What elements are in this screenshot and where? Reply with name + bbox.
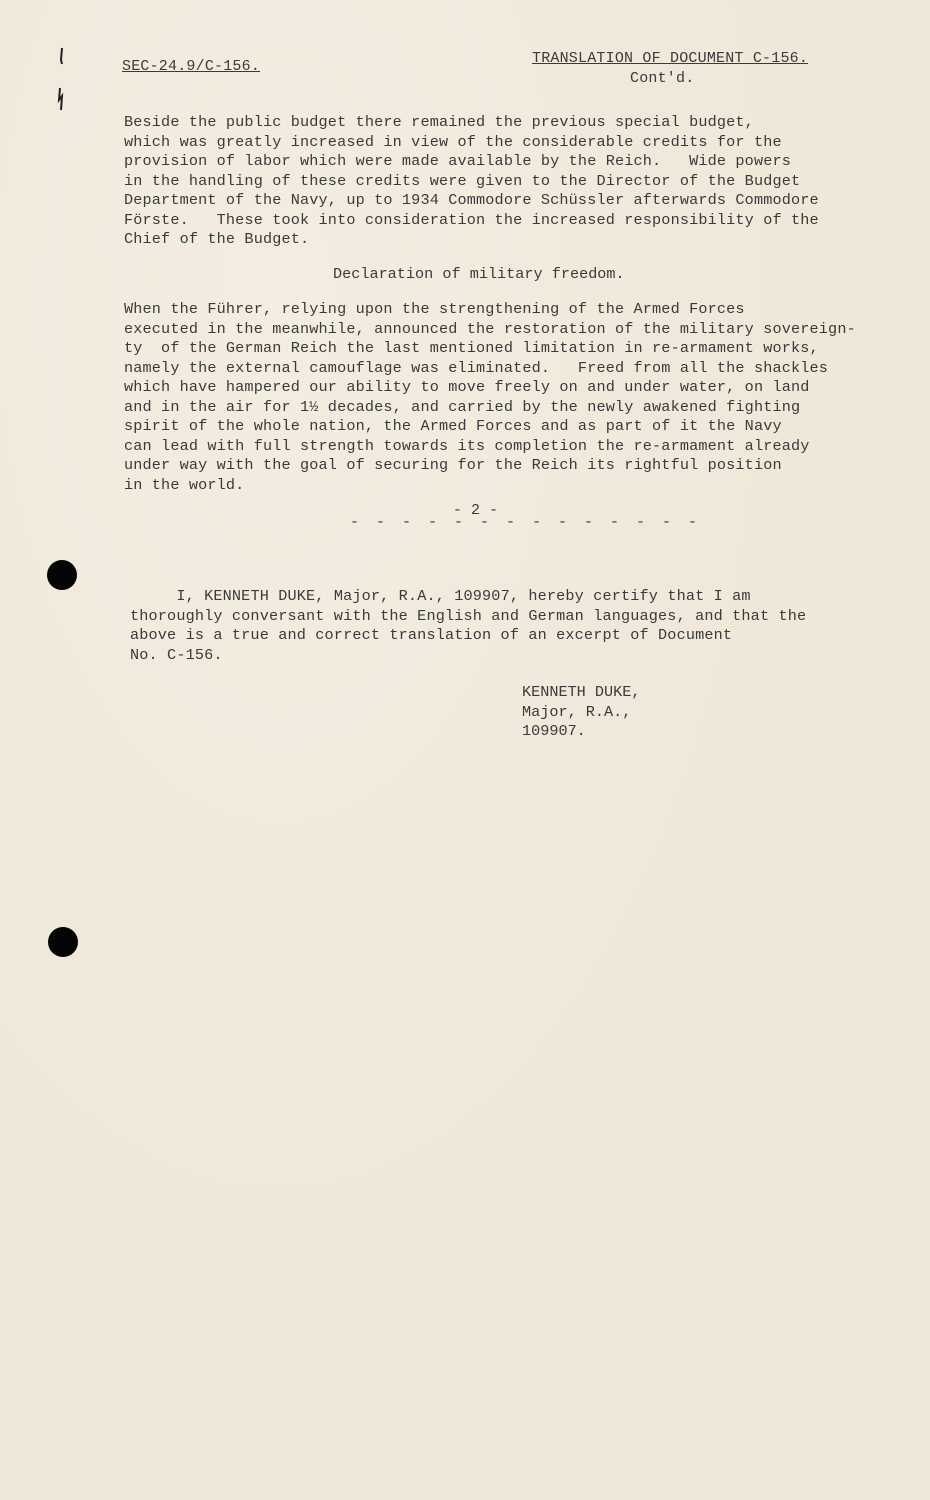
separator-line: - - - - - - - - - - - - - -: [350, 514, 702, 531]
document-reference: SEC-24.9/C-156.: [122, 58, 261, 75]
pen-mark-icon: [56, 46, 66, 112]
continued-label: Cont'd.: [630, 70, 695, 87]
certification-paragraph: I, KENNETH DUKE, Major, R.A., 109907, hereby certify that I am thoroughly conversant with the English and German languages, and that the above is a true and correct translation of an excerpt of Document No. C-156.: [130, 587, 807, 664]
signature-block: [522, 683, 640, 742]
punch-hole-icon: [48, 927, 78, 957]
section-heading: Declaration of military freedom.: [333, 265, 625, 283]
page-number: - 2 -: [453, 502, 499, 519]
document-header: [532, 50, 809, 87]
budget-paragraph: Beside the public budget there remained the previous special budget, which was greatly increased in view of the considerable credits for the provision of labor which were made available by the Reich. Wide powers in the handling of these credits were given to the Director of the Budget Department of the Navy, up to 1934 Commodore Schüssler afterwards Commodore Förste. These took into consideration the increased responsibility of the Chief of the Budget.: [124, 113, 819, 248]
signature-number: 109907.: [522, 722, 586, 740]
signature-rank: Major, R.A.,: [522, 702, 632, 721]
document-title: TRANSLATION OF DOCUMENT C-156.: [532, 50, 809, 67]
punch-hole-icon: [47, 560, 77, 590]
military-freedom-paragraph: When the Führer, relying upon the strengthening of the Armed Forces executed in the meanwhile, announced the restoration of the military sovereign- ty of the German Reich the last mentioned limitation in re-armament works, namely the external camouflage was eliminated. Freed from all the shackles which have hampered our ability to move freely on and under water, on land and in the air for 1½ decades, and carried by the newly awakened fighting spirit of the whole nation, the Armed Forces and as part of it the Navy can lead with full strength towards its completion the re-armament already under way with the goal of securing for the Reich its rightful position in the world.: [124, 300, 856, 494]
signature-name: KENNETH DUKE,: [522, 683, 641, 701]
